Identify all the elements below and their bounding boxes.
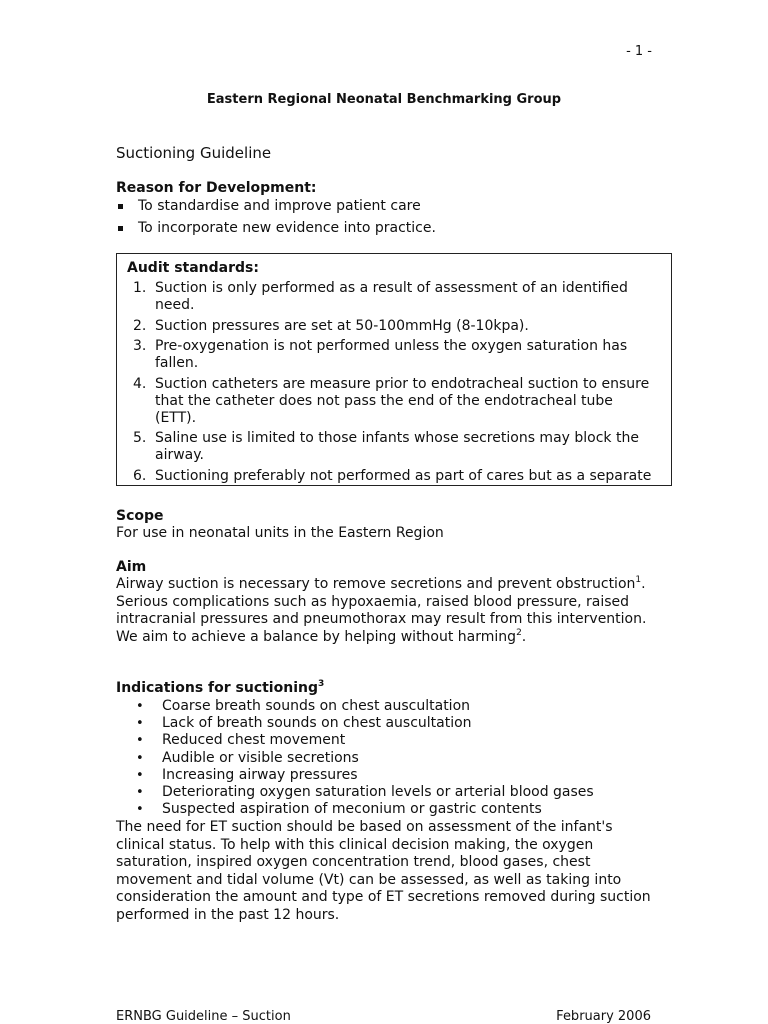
scope-heading: Scope: [116, 508, 164, 524]
audit-item: [117, 280, 657, 314]
aim-text-part: Airway suction is necessary to remove secretions and prevent obstruction: [116, 576, 636, 592]
page-title: Suctioning Guideline: [116, 144, 272, 162]
audit-item-number: 3.: [133, 338, 147, 354]
audit-list: [117, 280, 657, 488]
aim-paragraph: [116, 576, 661, 646]
audit-item-number: 4.: [133, 375, 147, 392]
audit-item-number: 1.: [133, 280, 147, 296]
aim-text-part: .: [521, 628, 527, 645]
audit-item-number: 6.: [133, 467, 147, 484]
audit-item-text: Saline use is limited to those infants whose secretions may block the airway.: [155, 430, 639, 463]
audit-item: [117, 318, 657, 335]
audit-item: [117, 338, 657, 372]
indication-item: • Increasing airway pressures: [116, 767, 594, 784]
reason-item: To incorporate new evidence into practice.: [116, 220, 436, 238]
audit-item-number: 2.: [133, 317, 147, 334]
indications-list: [116, 698, 594, 818]
reference-superscript: 2: [516, 627, 522, 638]
aim-heading: Aim: [116, 559, 147, 575]
audit-item-text: Suction is only performed as a result of assessment of an identified need.: [155, 280, 628, 313]
audit-item: [117, 430, 657, 464]
audit-item-text: Suction pressures are set at 50-100mmHg (8-10kpa).: [155, 317, 529, 334]
indication-item: • Lack of breath sounds on chest auscultation: [116, 715, 594, 732]
organisation-header: Eastern Regional Neonatal Benchmarking Group: [206, 92, 562, 107]
page-number: - 1 -: [626, 44, 652, 59]
reason-heading: Reason for Development:: [116, 180, 317, 196]
audit-item-text: Suctioning preferably not performed as part of cares but as a separate: [155, 467, 652, 484]
aim-text-part: . Serious complications such as hypoxaemia, raised blood pressure, raised intracranial pressures and pneumothorax may result from this intervention. We aim to achieve a balance by helping without harming: [116, 576, 647, 645]
indications-heading-text: Indications for suctioning: [116, 680, 318, 696]
audit-standards-box: [116, 253, 672, 486]
audit-item-text: Suction catheters are measure prior to endotracheal suction to ensure that the catheter does not pass the end of the endotracheal tube (ETT).: [155, 375, 650, 426]
indications-paragraph: The need for ET suction should be based on assessment of the infant's clinical status. To help with this clinical decision making, the oxygen saturation, inspired oxygen concentration trend, blood gases, chest movement and tidal volume (Vt) can be assessed, as well as taking into consideration the amount and type of ET secretions removed during suction performed in the past 12 hours.: [116, 819, 651, 923]
reference-superscript: 1: [635, 575, 642, 585]
indication-item: • Reduced chest movement: [116, 732, 594, 749]
scope-text: For use in neonatal units in the Eastern Region: [116, 525, 444, 541]
audit-item: [117, 468, 657, 485]
indication-item: • Coarse breath sounds on chest auscultation: [116, 698, 594, 715]
indication-item: • Suspected aspiration of meconium or gastric contents: [116, 801, 594, 818]
audit-item-number: 5.: [133, 430, 147, 446]
indication-item: • Audible or visible secretions: [116, 750, 594, 767]
footer-left: ERNBG Guideline – Suction: [116, 1009, 291, 1024]
reason-list: [116, 198, 436, 242]
footer-right: February 2006: [556, 1009, 651, 1024]
audit-item: [117, 376, 657, 427]
indication-item: • Deteriorating oxygen saturation levels or arterial blood gases: [116, 784, 594, 801]
reason-item: To standardise and improve patient care: [116, 198, 436, 216]
reference-superscript: 3: [317, 679, 325, 689]
indications-heading: [116, 680, 324, 696]
audit-item-text: Pre-oxygenation is not performed unless the oxygen saturation has fallen.: [155, 338, 628, 371]
audit-heading: Audit standards:: [127, 260, 259, 276]
